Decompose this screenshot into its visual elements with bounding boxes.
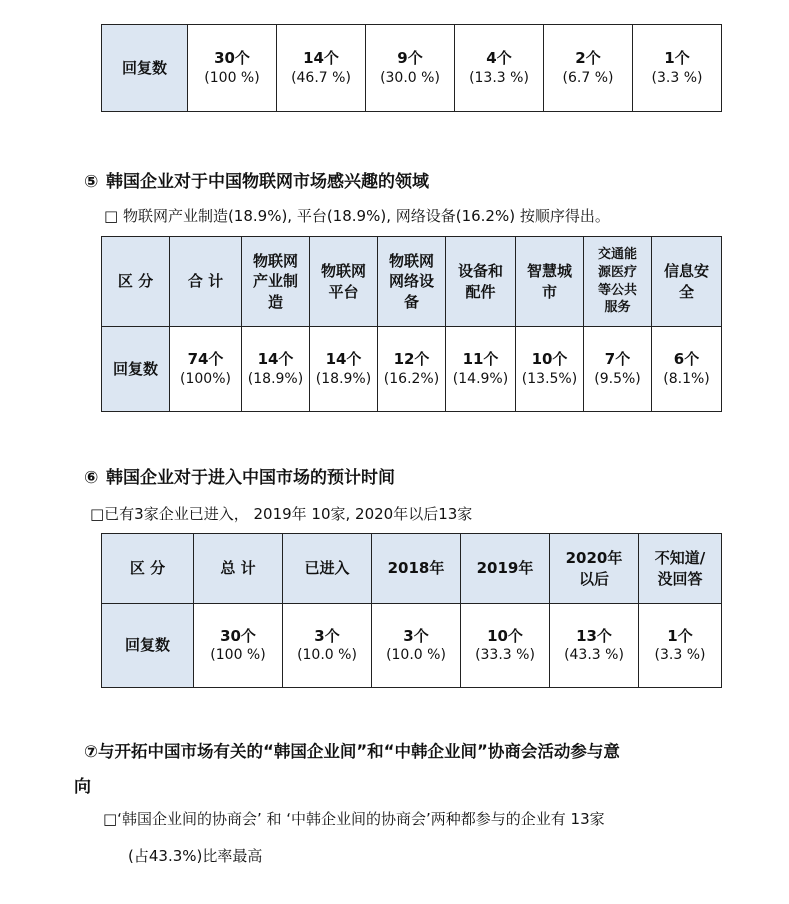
table-cell: 11个 (14.9%) [446, 327, 516, 412]
section-6-summary: □已有3家企业已进入， 2019年 10家, 2020年以后13家 [90, 505, 473, 523]
header-cell: 交通能源医疗等公共服务 [584, 237, 652, 327]
table-cell: 2个 (6.7 %) [544, 25, 633, 112]
table-cell: 14个 (46.7 %) [277, 25, 366, 112]
section-5-summary: □ 物联网产业制造(18.9%), 平台(18.9%), 网络设备(16.2%) 按顺序得出。 [104, 207, 610, 225]
table-header-row [102, 534, 722, 604]
table-cell: 6个 (8.1%) [652, 327, 722, 412]
section-7-body-cont: (占43.3%)比率最高 [128, 847, 263, 865]
section-title: 韩国企业对于中国物联网市场感兴趣的领域 [106, 172, 429, 192]
table-cell: 10个 (33.3 %) [461, 604, 550, 688]
section-7-heading-cont: 向 [74, 777, 91, 797]
table-cell: 7个 (9.5%) [584, 327, 652, 412]
table-cell: 30个 (100 %) [188, 25, 277, 112]
table-cell: 14个 (18.9%) [310, 327, 378, 412]
table-cell: 13个 (43.3 %) [550, 604, 639, 688]
header-cell: 信息安全 [652, 237, 722, 327]
header-cell: 设备和配件 [446, 237, 516, 327]
section-7-body: □‘韩国企业间的协商会’ 和 ‘中韩企业间的协商会’两种都参与的企业有 13家 [103, 810, 605, 828]
section-6-heading [84, 463, 395, 488]
header-cell: 2019年 [461, 534, 550, 604]
row-label: 回复数 [102, 25, 188, 112]
table-cell: 1个 (3.3 %) [633, 25, 722, 112]
table-cell: 4个 (13.3 %) [455, 25, 544, 112]
section-7-heading: ⑦与开拓中国市场有关的“韩国企业间”和“中韩企业间”协商会活动参与意 [84, 742, 620, 761]
header-cell: 物联网网络设备 [378, 237, 446, 327]
row-label: 回复数 [102, 327, 170, 412]
section-title: 韩国企业对于进入中国市场的预计时间 [106, 468, 395, 488]
header-cell: 2020年以后 [550, 534, 639, 604]
header-cell: 物联网产业制造 [242, 237, 310, 327]
table-cell: 12个 (16.2%) [378, 327, 446, 412]
entry-time-table [101, 533, 722, 688]
header-cell: 合 计 [170, 237, 242, 327]
table-cell: 3个 (10.0 %) [372, 604, 461, 688]
header-cell: 已进入 [283, 534, 372, 604]
header-cell: 物联网平台 [310, 237, 378, 327]
section-number: ⑥ [84, 468, 99, 488]
table-cell: 9个 (30.0 %) [366, 25, 455, 112]
table-cell: 3个 (10.0 %) [283, 604, 372, 688]
table-cell: 10个 (13.5%) [516, 327, 584, 412]
row-label: 回复数 [102, 604, 194, 688]
header-cell: 总 计 [194, 534, 283, 604]
table-cell: 74个 (100%) [170, 327, 242, 412]
interest-area-table [101, 236, 722, 412]
table-header-row [102, 237, 722, 327]
section-5-heading [84, 167, 429, 192]
table-cell: 30个 (100 %) [194, 604, 283, 688]
table-row [102, 25, 722, 112]
response-table-1 [101, 24, 722, 112]
table-cell: 1个 (3.3 %) [639, 604, 722, 688]
table-cell: 14个 (18.9%) [242, 327, 310, 412]
header-cell: 2018年 [372, 534, 461, 604]
table-row [102, 604, 722, 688]
header-cell: 区 分 [102, 534, 194, 604]
section-number: ⑤ [84, 172, 99, 192]
header-cell: 智慧城市 [516, 237, 584, 327]
header-cell: 不知道/没回答 [639, 534, 722, 604]
table-row [102, 327, 722, 412]
header-cell: 区 分 [102, 237, 170, 327]
